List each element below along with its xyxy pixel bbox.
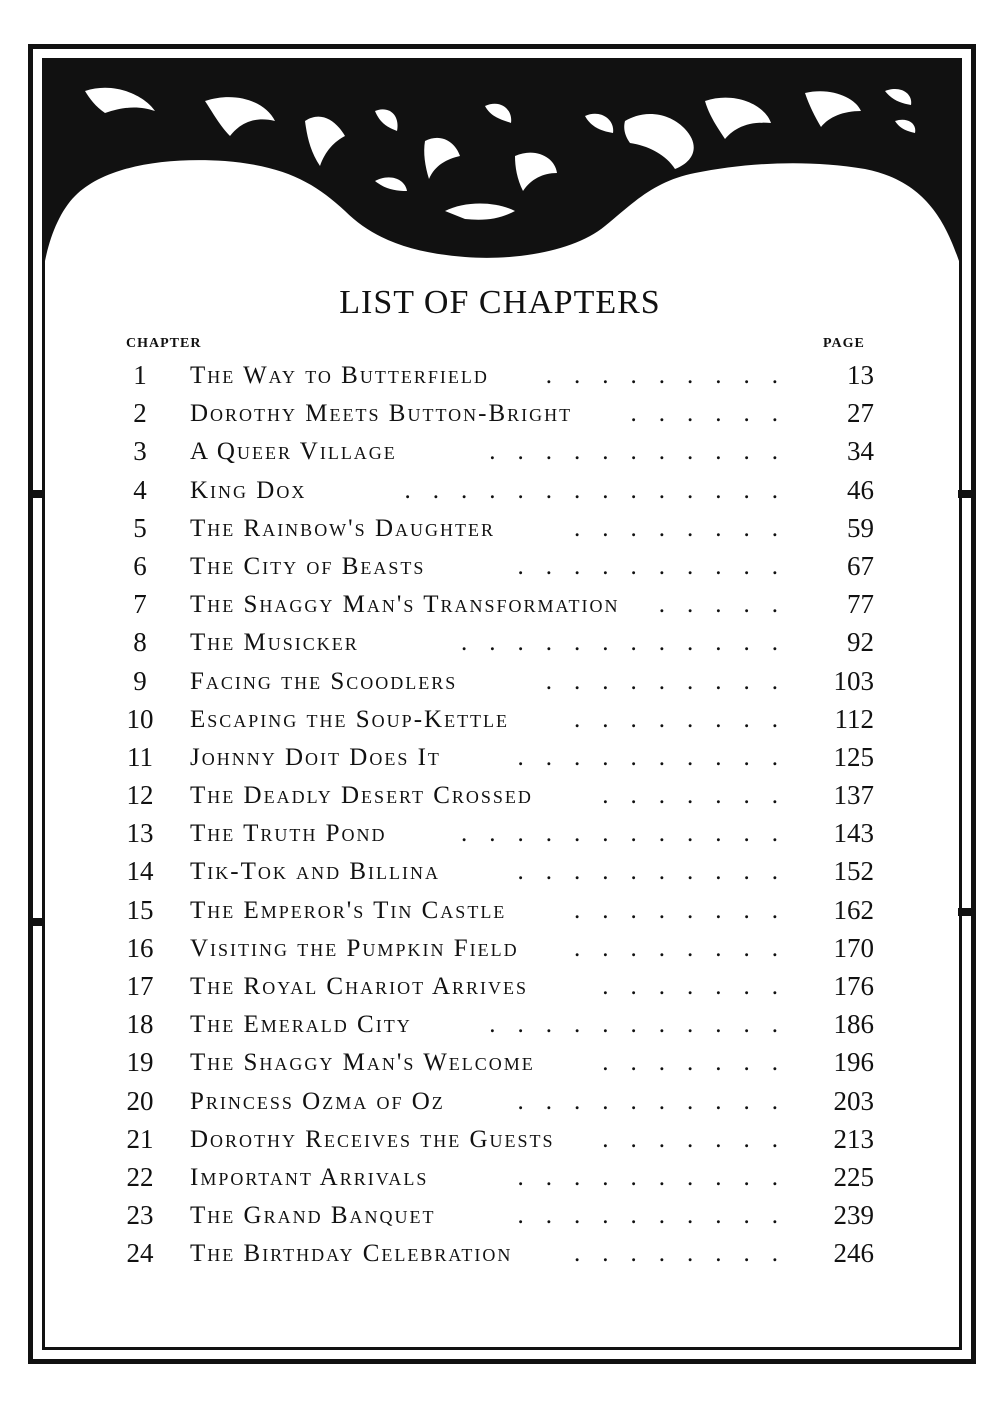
chapter-row: [110, 1158, 900, 1196]
page-column-label: PAGE: [823, 336, 865, 351]
chapter-number: 15: [126, 894, 154, 925]
chapter-page-number: 176: [833, 971, 874, 1001]
chapter-number: 12: [126, 780, 154, 811]
chapter-page-number: 239: [833, 1200, 874, 1231]
chapter-title: King Dox: [190, 476, 307, 504]
chapter-title: Tik-Tok and Billina: [190, 858, 441, 886]
chapter-number: 8: [133, 627, 147, 658]
chapter-page-number: 46: [847, 474, 874, 505]
chapter-title: The Shaggy Man's Transformation: [190, 591, 620, 619]
chapter-title: Dorothy Receives the Guests: [190, 1125, 555, 1153]
chapter-row: [110, 700, 900, 738]
chapter-title: The Musicker: [190, 629, 359, 657]
chapter-title: The Truth Pond: [190, 820, 387, 848]
chapter-row: [110, 891, 900, 929]
chapter-page-number: 34: [847, 436, 874, 467]
chapter-page-number: 13: [847, 360, 874, 390]
chapter-title: Princess Ozma of Oz: [190, 1087, 445, 1115]
chapter-row: [110, 776, 900, 814]
chapter-number: 13: [126, 818, 154, 849]
dot-leader: .......: [602, 973, 800, 1000]
chapter-page-number: 186: [833, 1009, 874, 1040]
chapter-title: Important Arrivals: [190, 1163, 429, 1191]
chapter-number: 14: [126, 856, 154, 887]
chapter-row: [110, 623, 900, 661]
chapter-number: 23: [126, 1200, 154, 1231]
chapter-number: 17: [126, 971, 154, 1001]
chapter-page-number: 143: [833, 818, 874, 849]
chapter-page-number: 213: [833, 1123, 874, 1154]
dot-leader: ..............: [404, 476, 800, 504]
dot-leader: .......: [602, 782, 800, 810]
border-notch-left-top: [30, 490, 44, 498]
chapter-page-number: 59: [847, 512, 874, 543]
dot-leader: ..........: [517, 743, 800, 771]
chapter-row: [110, 929, 900, 967]
chapter-row: [110, 471, 900, 509]
chapter-number: 9: [133, 665, 147, 696]
chapter-row: [110, 967, 900, 1005]
chapter-title: The Grand Banquet: [190, 1202, 436, 1230]
chapter-title: Visiting the Pumpkin Field: [190, 934, 519, 962]
chapter-number: 22: [126, 1161, 154, 1192]
chapter-list: [110, 356, 900, 1273]
dot-leader: .....: [658, 591, 800, 619]
dot-leader: .......: [602, 1125, 800, 1153]
dot-leader: ........: [574, 934, 800, 962]
chapter-number: 16: [126, 932, 154, 963]
chapter-number: 11: [127, 741, 153, 772]
chapter-title: The Shaggy Man's Welcome: [190, 1049, 535, 1077]
chapter-page-number: 152: [833, 856, 874, 887]
chapter-row: [110, 662, 900, 700]
chapter-title: The Royal Chariot Arrives: [190, 973, 529, 1000]
chapter-number: 24: [126, 1238, 154, 1269]
chapter-title: The Rainbow's Daughter: [190, 514, 495, 542]
dot-leader: ............: [461, 629, 800, 657]
chapter-page-number: 203: [833, 1085, 874, 1116]
chapter-page-number: 67: [847, 550, 874, 581]
chapter-column-label: CHAPTER: [126, 336, 202, 351]
chapter-title: A Queer Village: [190, 438, 397, 466]
chapter-number: 4: [133, 474, 147, 505]
chapter-row: [110, 1120, 900, 1158]
chapter-page-number: 77: [847, 589, 874, 620]
dot-leader: ............: [461, 820, 800, 848]
chapter-title: The Way to Butterfield: [190, 362, 489, 389]
chapter-number: 3: [133, 436, 147, 467]
chapter-page-number: 27: [847, 398, 874, 429]
chapter-number: 21: [126, 1123, 154, 1154]
border-notch-left-bottom: [30, 918, 44, 926]
chapter-page-number: 170: [833, 932, 874, 963]
dot-leader: .......: [602, 1049, 800, 1077]
chapter-row: [110, 585, 900, 623]
dot-leader: ...........: [489, 1011, 800, 1039]
chapter-row: [110, 356, 900, 394]
chapter-page-number: 162: [833, 894, 874, 925]
dot-leader: ..........: [517, 1087, 800, 1115]
dot-leader: ........: [574, 896, 800, 924]
dot-leader: ........: [574, 705, 800, 733]
chapter-row: [110, 738, 900, 776]
chapter-title: The Emerald City: [190, 1011, 412, 1039]
chapter-title: The Emperor's Tin Castle: [190, 896, 507, 924]
chapter-number: 7: [133, 589, 147, 620]
border-notch-right-bottom: [958, 908, 972, 916]
chapter-number: 18: [126, 1009, 154, 1040]
chapter-page-number: 246: [833, 1238, 874, 1269]
chapter-number: 1: [133, 360, 147, 390]
chapter-page-number: 112: [834, 703, 874, 734]
dot-leader: ..........: [517, 1163, 800, 1191]
dot-leader: ......: [630, 400, 800, 428]
chapter-title: Johnny Doit Does It: [190, 743, 441, 771]
chapter-number: 10: [126, 703, 154, 734]
dot-leader: ..........: [517, 858, 800, 886]
chapter-row: [110, 852, 900, 890]
chapter-row: [110, 1082, 900, 1120]
chapter-page-number: 225: [833, 1161, 874, 1192]
chapter-number: 19: [126, 1047, 154, 1078]
chapter-title: Escaping the Soup-Kettle: [190, 705, 510, 733]
chapter-page-number: 137: [833, 780, 874, 811]
chapter-number: 2: [133, 398, 147, 429]
chapter-row: [110, 547, 900, 585]
chapter-title: The City of Beasts: [190, 552, 426, 580]
chapter-page-number: 125: [833, 741, 874, 772]
chapter-page-number: 92: [847, 627, 874, 658]
dot-leader: ...........: [489, 438, 800, 466]
chapter-row: [110, 814, 900, 852]
chapter-number: 20: [126, 1085, 154, 1116]
chapter-row: [110, 432, 900, 470]
dot-leader: .........: [545, 667, 800, 695]
dot-leader: ........: [574, 1240, 800, 1268]
dot-leader: .........: [545, 362, 800, 389]
chapter-row: [110, 1196, 900, 1234]
chapter-title: The Birthday Celebration: [190, 1240, 513, 1268]
chapter-page-number: 196: [833, 1047, 874, 1078]
border-notch-right-top: [958, 490, 972, 498]
chapter-row: [110, 1234, 900, 1272]
chapter-row: [110, 1043, 900, 1081]
chapter-row: [110, 509, 900, 547]
chapter-number: 6: [133, 550, 147, 581]
header-illustration: [45, 61, 959, 281]
chapter-row: [110, 1005, 900, 1043]
chapter-page-number: 103: [833, 665, 874, 696]
dot-leader: ........: [574, 514, 800, 542]
chapter-title: Facing the Scoodlers: [190, 667, 458, 695]
dot-leader: ..........: [517, 1202, 800, 1230]
chapter-title: The Deadly Desert Crossed: [190, 782, 533, 810]
chapter-number: 5: [133, 512, 147, 543]
dot-leader: ..........: [517, 552, 800, 580]
chapter-row: [110, 394, 900, 432]
chapter-title: Dorothy Meets Button-Bright: [190, 400, 573, 428]
page-title: LIST OF CHAPTERS: [339, 284, 661, 321]
